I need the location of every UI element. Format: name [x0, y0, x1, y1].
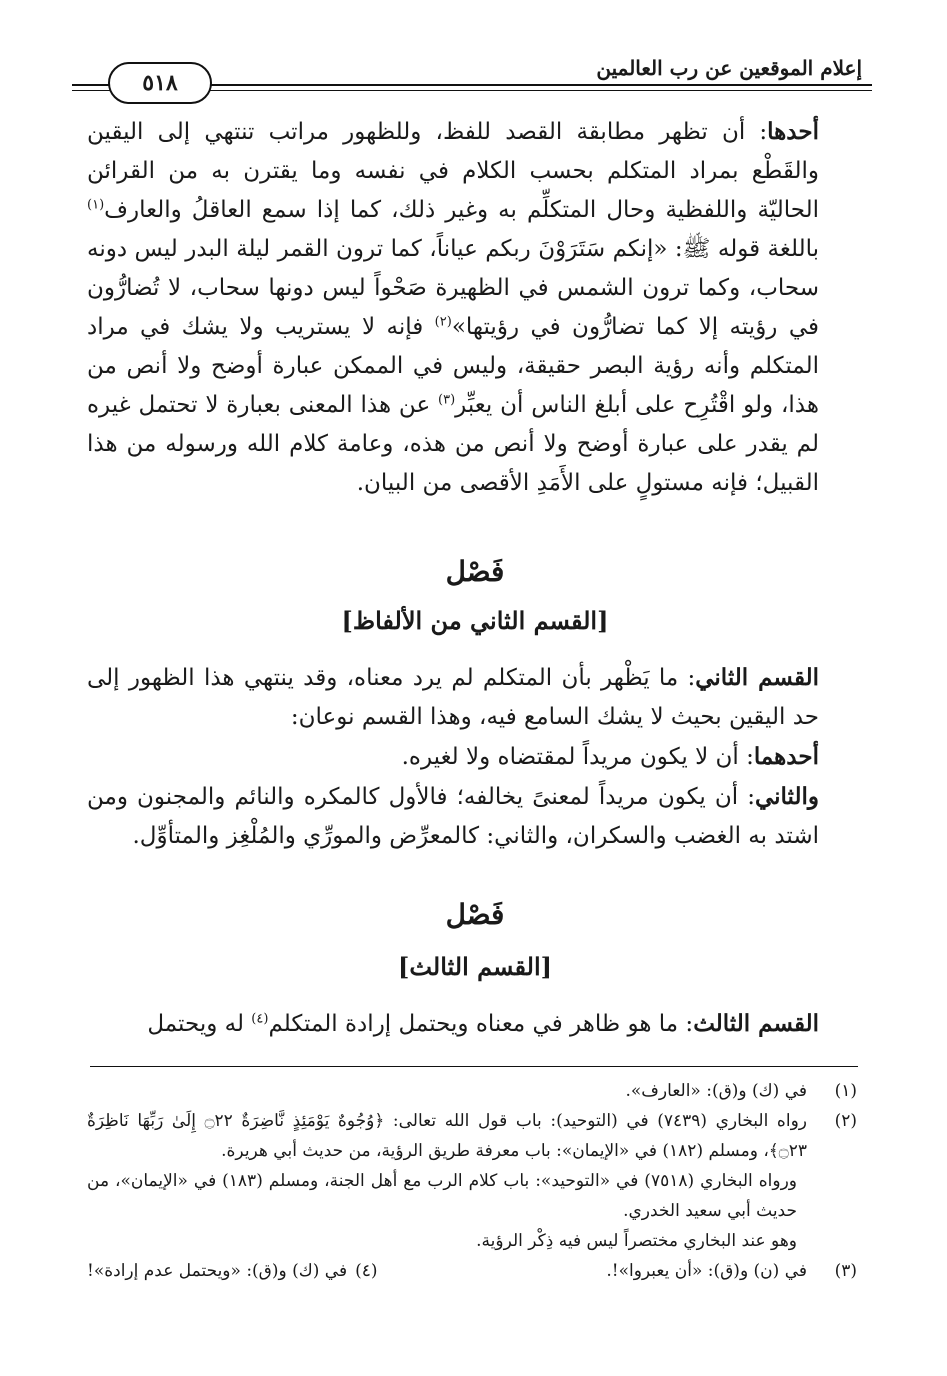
paragraph — [87, 1004, 857, 1044]
paragraph-text: فإنه لا يستريب ولا يشك في مراد المتكلم وأنه رؤية البصر حقيقة، وليس في الممكن عبارة أوضح ولا أنص من هذا، ولو اقْتُرِح على أبلغ الناس أن يعبِّر — [87, 314, 819, 418]
paragraph-text: باللغة قوله ﷺ: «إنكم سَتَرَوْنَ ربكم عياناً، كما ترون القمر ليلة البدر ليس دونه سحاب، وكما ترون الشمس في الظهيرة صَحْواً ليس دونها سحاب، لا تُضارُّون في رؤيته إلا كما تضارُّون في رؤيتها» — [87, 236, 820, 340]
page-number: ٥١٨ — [108, 62, 212, 104]
footnote-2-continuation — [87, 1166, 857, 1226]
footnote-1 — [87, 1076, 857, 1106]
book-title: إعلام الموقعين عن رب العالمين — [596, 56, 862, 80]
section-heading: فَصْل — [445, 555, 505, 588]
footnote-number: (٣) — [834, 1261, 857, 1281]
footnotes — [87, 1076, 857, 1286]
section-subheading: [القسم الثاني من الألفاظ] — [341, 606, 609, 635]
footnote-text: في (ن) و(ق): «أن يعبروا»!. — [606, 1261, 807, 1281]
footnote-4 — [87, 1256, 378, 1286]
footnote-ref[interactable]: (١) — [87, 197, 105, 213]
paragraph — [87, 777, 857, 856]
footnote-number: (١) — [834, 1081, 857, 1101]
footnote-number: (٢) — [834, 1111, 857, 1131]
paragraph-lead: والثاني — [754, 783, 819, 810]
paragraph — [87, 737, 857, 777]
footnote-ref[interactable]: (٢) — [434, 314, 452, 330]
footnote-separator — [90, 1066, 858, 1067]
paragraph-text: له ويحتمل — [147, 1011, 252, 1037]
footnote-text: رواه البخاري (٧٤٣٩) في (التوحيد): باب قول الله تعالى: ﴿وُجُوهٌ يَوْمَئِذٍ نَّاضِرَةٌ ۝٢٢ إِلَىٰ رَبِّهَا نَاظِرَةٌ ۝٢٣﴾، ومسلم (١٨٢) في «الإيمان»: باب معرفة طريق الرؤية، من حديث أبي هريرة. — [87, 1111, 807, 1161]
main-text-section-1 — [87, 112, 857, 503]
paragraph-lead: القسم الثالث — [693, 1010, 819, 1037]
footnote-text: ورواه البخاري (٧٥١٨) في «التوحيد»: باب كلام الرب مع أهل الجنة، ومسلم (١٨٣) في «الإيمان»، من حديث أبي سعيد الخدري. — [87, 1171, 797, 1221]
paragraph-lead: أحدها — [767, 118, 819, 145]
footnote-number: (٤) — [355, 1261, 378, 1281]
paragraph-text: : أن لا يكون مريداً لمقتضاه ولا لغيره. — [401, 744, 754, 770]
paragraph-lead: القسم الثاني — [695, 664, 819, 691]
footnote-2-continuation — [87, 1226, 857, 1256]
footnote-ref[interactable]: (٤) — [251, 1011, 269, 1027]
main-text-section-3 — [87, 1004, 857, 1044]
footnote-text: وهو عند البخاري مختصراً ليس فيه ذِكْر الرؤية. — [476, 1231, 797, 1251]
running-header — [72, 40, 872, 100]
footnote-ref[interactable]: (٣) — [438, 392, 456, 408]
paragraph-text: : أن يكون مريداً لمعنىً يخالفه؛ فالأول كالمكره والنائم والمجنون ومن اشتد به الغضب والسكران، والثاني: كالمعرِّض والمورِّي والمُلْغِز والمتأوِّل. — [87, 784, 819, 849]
footnote-2 — [87, 1106, 857, 1166]
paragraph-text: عن هذا المعنى بعبارة لا تحتمل غيره لم يقدر على عبارة أوضح ولا أنص من هذه، وعامة كلام الله ورسوله من هذا القبيل؛ فإنه مستولٍ على الأَمَدِ الأقصى من البيان. — [87, 392, 819, 496]
section-subheading: [القسم الثالث] — [398, 952, 552, 981]
footnotes-3-4 — [87, 1256, 857, 1286]
paragraph — [87, 112, 857, 503]
footnote-text: في (ك) و(ق): «العارف». — [625, 1081, 807, 1101]
paragraph-text: : ما هو ظاهر في معناه ويحتمل إرادة المتكلم — [268, 1011, 694, 1037]
section-heading: فَصْل — [445, 898, 505, 931]
paragraph-lead: أحدهما — [753, 743, 819, 770]
paragraph-text: : أن تظهر مطابقة القصد للفظ، وللظهور مراتب تنتهي إلى اليقين والقَطْع بمراد المتكلم بحسب الكلام في نفسه وما يقترن به من القرائن الحاليّة واللفظية وحال المتكلِّم به وغير ذلك، كما إذا سمع العاقلُ والعارف — [87, 119, 819, 223]
main-text-section-2 — [87, 658, 857, 856]
paragraph — [87, 658, 857, 737]
paragraph-text: : ما يَظْهر بأن المتكلم لم يرد معناه، وقد ينتهي هذا الظهور إلى حد اليقين بحيث لا يشك السامع فيه، وهذا القسم نوعان: — [87, 665, 819, 730]
footnote-text: في (ك) و(ق): «ويحتمل عدم إرادة»! — [87, 1261, 348, 1281]
